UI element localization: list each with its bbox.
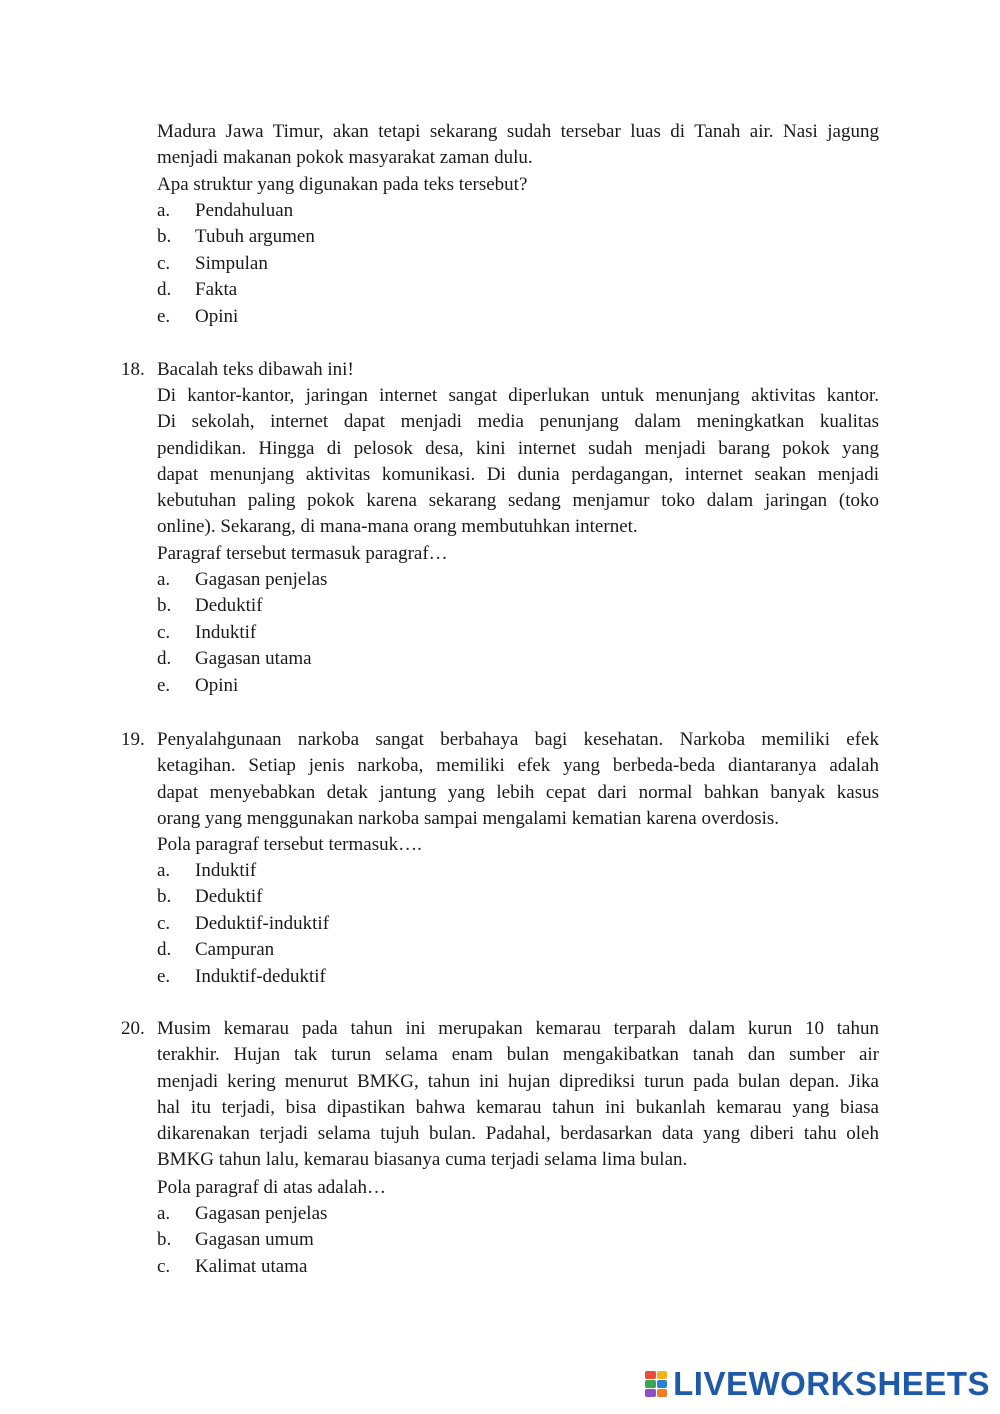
brand-wordmark: LIVEWORKSHEETS — [673, 1365, 990, 1402]
option-c[interactable]: c. Induktif — [157, 621, 257, 643]
passage-line: dapat menyebabkan detak jantung yang lebih cepat dari normal bahkan banyak kasus — [157, 781, 879, 803]
passage-line: Di sekolah, internet dapat menjadi media penunjang dalam meningkatkan kualitas — [157, 411, 879, 433]
q18-number: 18. — [121, 359, 145, 380]
option-a[interactable]: a. Induktif — [157, 860, 257, 881]
q17-question: Apa struktur yang digunakan pada teks tersebut? — [157, 174, 528, 195]
q17-options — [157, 198, 857, 330]
passage-line: ketagihan. Setiap jenis narkoba, memiliki efek yang berbeda-beda diantaranya adalah — [157, 755, 879, 777]
q18-instruction: Bacalah teks dibawah ini! — [157, 359, 354, 380]
option-d[interactable]: d. Gagasan utama — [157, 648, 312, 670]
q20-passage — [157, 1016, 879, 1174]
option-c[interactable]: c. Deduktif-induktif — [157, 912, 330, 934]
liveworksheets-logo-icon — [645, 1371, 667, 1397]
option-c[interactable]: c. Simpulan — [157, 252, 268, 274]
q19-question: Pola paragraf tersebut termasuk…. — [157, 834, 422, 855]
passage-line: BMKG tahun lalu, kemarau biasanya cuma terjadi selama lima bulan. — [157, 1149, 688, 1171]
passage-line: hal itu terjadi, bisa dipastikan bahwa kemarau tahun ini bukanlah kemarau yang biasa — [157, 1096, 879, 1118]
option-a[interactable]: a. Gagasan penjelas — [157, 569, 328, 590]
passage-line: pendidikan. Hingga di pelosok desa, kini internet sudah menjadi barang pokok yang — [157, 437, 879, 459]
option-e[interactable]: e. Opini — [157, 305, 239, 327]
passage-line: Madura Jawa Timur, akan tetapi sekarang sudah tersebar luas di Tanah air. Nasi jagung — [157, 121, 879, 142]
passage-line: menjadi makanan pokok masyarakat zaman dulu. — [157, 147, 533, 169]
passage-line: kebutuhan paling pokok karena sekarang sedang menjamur toko dalam jaringan (toko — [157, 490, 879, 512]
passage-line: menjadi kering menurut BMKG, tahun ini hujan diprediksi turun pada bulan depan. Jika — [157, 1070, 879, 1092]
liveworksheets-logo[interactable] — [645, 1367, 990, 1400]
option-b[interactable]: b. Tubuh argumen — [157, 226, 315, 248]
option-a[interactable]: a. Pendahuluan — [157, 200, 294, 221]
q19-passage — [157, 727, 879, 832]
passage-line: Penyalahgunaan narkoba sangat berbahaya bagi kesehatan. Narkoba memiliki efek — [157, 729, 879, 750]
option-c[interactable]: c. Kalimat utama — [157, 1255, 308, 1277]
option-b[interactable]: b. Deduktif — [157, 595, 263, 617]
passage-line: dapat menunjang aktivitas komunikasi. Di dunia perdagangan, internet seakan menjadi — [157, 463, 879, 485]
option-d[interactable]: d. Fakta — [157, 279, 238, 301]
passage-line: terakhir. Hujan tak turun selama enam bulan mengakibatkan tanah dan sumber air — [157, 1044, 879, 1066]
q18-passage — [157, 383, 879, 541]
q18-options — [157, 567, 857, 699]
option-a[interactable]: a. Gagasan penjelas — [157, 1203, 328, 1224]
passage-line: online). Sekarang, di mana-mana orang membutuhkan internet. — [157, 516, 638, 538]
option-b[interactable]: b. Gagasan umum — [157, 1229, 314, 1251]
option-e[interactable]: e. Induktif-deduktif — [157, 965, 326, 987]
q19-options — [157, 858, 857, 990]
q20-options — [157, 1201, 857, 1280]
q18-question: Paragraf tersebut termasuk paragraf… — [157, 543, 448, 564]
passage-line: orang yang menggunakan narkoba sampai mengalami kematian karena overdosis. — [157, 807, 780, 829]
q17-passage-tail — [157, 119, 879, 172]
option-b[interactable]: b. Deduktif — [157, 886, 263, 908]
passage-line: Di kantor-kantor, jaringan internet sangat diperlukan untuk menunjang aktivitas kantor. — [157, 385, 879, 406]
option-e[interactable]: e. Opini — [157, 674, 239, 696]
q19-number: 19. — [121, 729, 145, 750]
q20-question: Pola paragraf di atas adalah… — [157, 1177, 386, 1198]
passage-line: Musim kemarau pada tahun ini merupakan kemarau terparah dalam kurun 10 tahun — [157, 1018, 879, 1039]
passage-line: dikarenakan terjadi selama tujuh bulan. Padahal, berdasarkan data yang diberi tahu oleh — [157, 1123, 879, 1145]
option-d[interactable]: d. Campuran — [157, 939, 275, 961]
q20-number: 20. — [121, 1018, 145, 1039]
